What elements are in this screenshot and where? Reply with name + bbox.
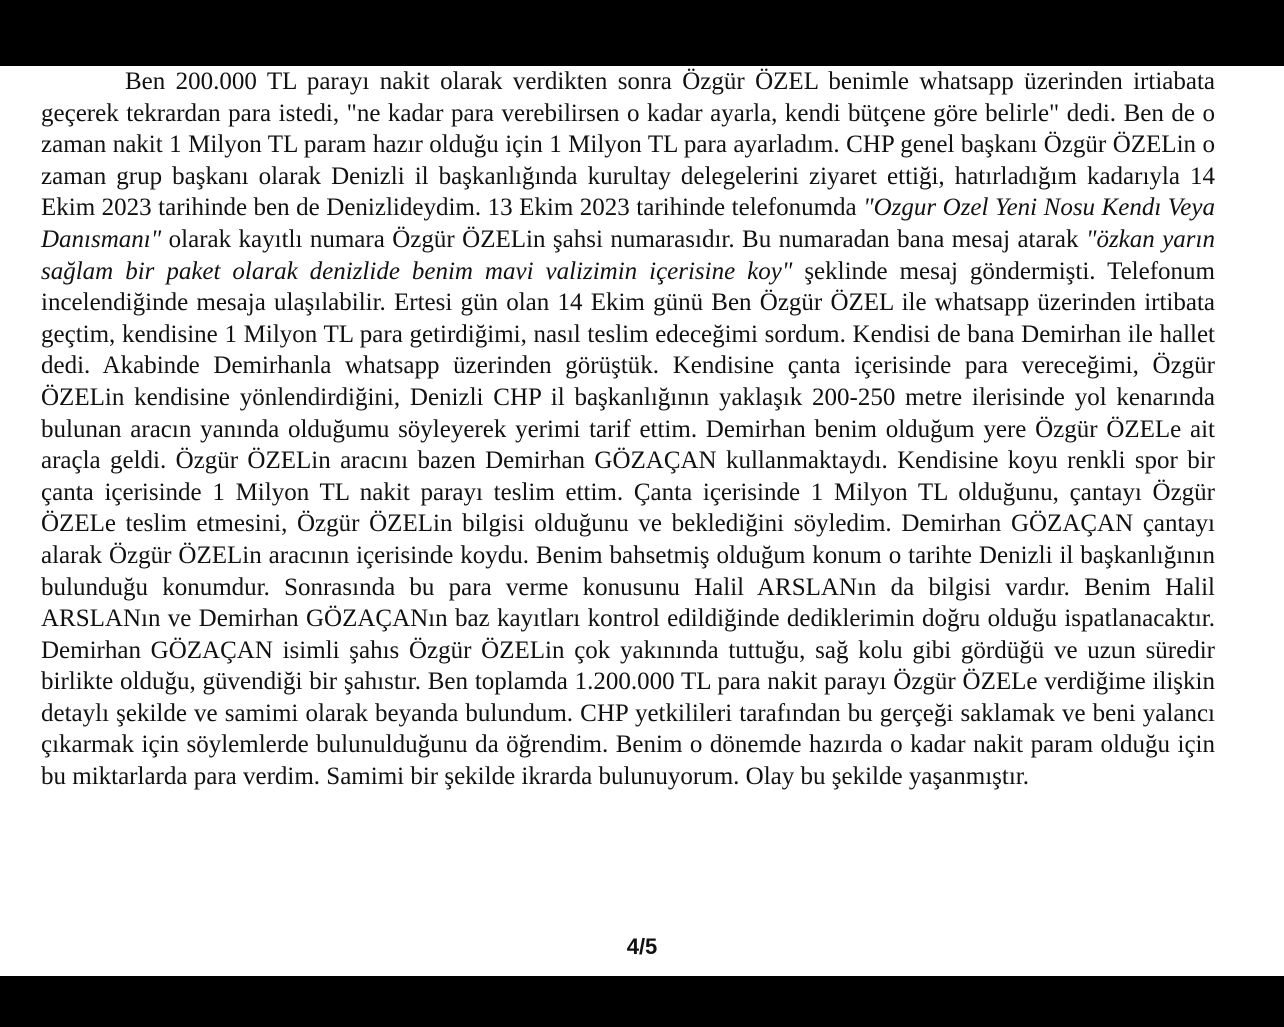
statement-paragraph	[41, 66, 1215, 793]
statement-text-part-3: şeklinde mesaj göndermişti. Telefonum incelendiğinde mesaja ulaşılabilir. Ertesi gün olan 14 Ekim günü Ben Özgür ÖZEL ile whatsapp üzerinden irtibata geçtim, kendisine 1 Milyon TL para getirdiğimi, nasıl teslim edeceğimi sordum. Kendisi de bana Demirhan ile hallet dedi. Akabinde Demirhanla whatsapp üzerinden görüştük. Kendisine çanta içerisinde para vereceğimi, Özgür ÖZELin kendisine yönlendirdiğini, Denizli CHP il başkanlığının yaklaşık 200-250 metre ilerisinde yol kenarında bulunan aracın yanında olduğumu söyleyerek yerimi tarif ettim. Demirhan benim olduğum yere Özgür ÖZELe ait araçla geldi. Özgür ÖZELin aracını bazen Demirhan GÖZAÇAN kullanmaktaydı. Kendisine koyu renkli spor bir çanta içerisinde 1 Milyon TL nakit parayı teslim ettim. Çanta içerisinde 1 Milyon TL olduğunu, çantayı Özgür ÖZELe teslim etmesini, Özgür ÖZELin bilgisi olduğunu ve beklediğini söyledim. Demirhan GÖZAÇAN çantayı alarak Özgür ÖZELin aracının içerisinde koydu. Benim bahsetmiş olduğum konum o tarihte Denizli il başkanlığının bulunduğu konumdur. Sonrasında bu para verme konusunu Halil ARSLANın da bilgisi vardır. Benim Halil ARSLANın ve Demirhan GÖZAÇANın baz kayıtları kontrol edildiğinde dediklerimin doğru olduğu ispatlanacaktır. Demirhan GÖZAÇAN isimli şahıs Özgür ÖZELin çok yakınında tuttuğu, sağ kolu gibi gördüğü ve uzun süredir birlikte olduğu, güvendiği bir şahıstır. Ben toplamda 1.200.000 TL para nakit parayı Özgür ÖZELe verdiğime ilişkin detaylı şekilde ve samimi olarak beyanda bulundum. CHP yetkilileri tarafından bu gerçeği saklamak ve beni yalancı çıkarmak için söylemlerde bulunulduğunu da öğrendim. Benim o dönemde hazırda o kadar nakit param olduğu için bu miktarlarda para verdim. Samimi bir şekilde ikrarda bulunuyorum. Olay bu şekilde yaşanmıştır.	[41, 257, 1215, 791]
page-number: 4/5	[626, 934, 658, 959]
document-page	[0, 66, 1284, 976]
message-quote: "özkan yarın sağlam bir paket olarak denizlide benim mavi valizimin içerisine koy"	[41, 225, 1215, 285]
bottom-black-bar	[0, 976, 1284, 1027]
statement-text-part-1: Ben 200.000 TL parayı nakit olarak verdikten sonra Özgür ÖZEL benimle whatsapp üzerinden irtiabata geçerek tekrardan para istedi, "ne kadar para verebilirsen o kadar ayarla, kendi bütçene göre belirle" dedi. Ben de o zaman nakit 1 Milyon TL param hazır olduğu için 1 Milyon TL para ayarladım. CHP genel başkanı Özgür ÖZELin o zaman grup başkanı olarak Denizli il başkanlığında kurultay delegelerini ziyaret ettiği, hatırladığım kadarıyla 14 Ekim 2023 tarihinde ben de Denizlideydim. 13 Ekim 2023 tarihinde telefonumda	[41, 68, 1215, 222]
statement-text-part-2: olarak kayıtlı numara Özgür ÖZELin şahsi numarasıdır. Bu numaradan bana mesaj atarak	[161, 225, 1086, 253]
contact-name-quote: "Ozgur Ozel Yeni Nosu Kendı Veya Danısmanı"	[41, 194, 1215, 253]
top-black-bar	[0, 0, 1284, 66]
